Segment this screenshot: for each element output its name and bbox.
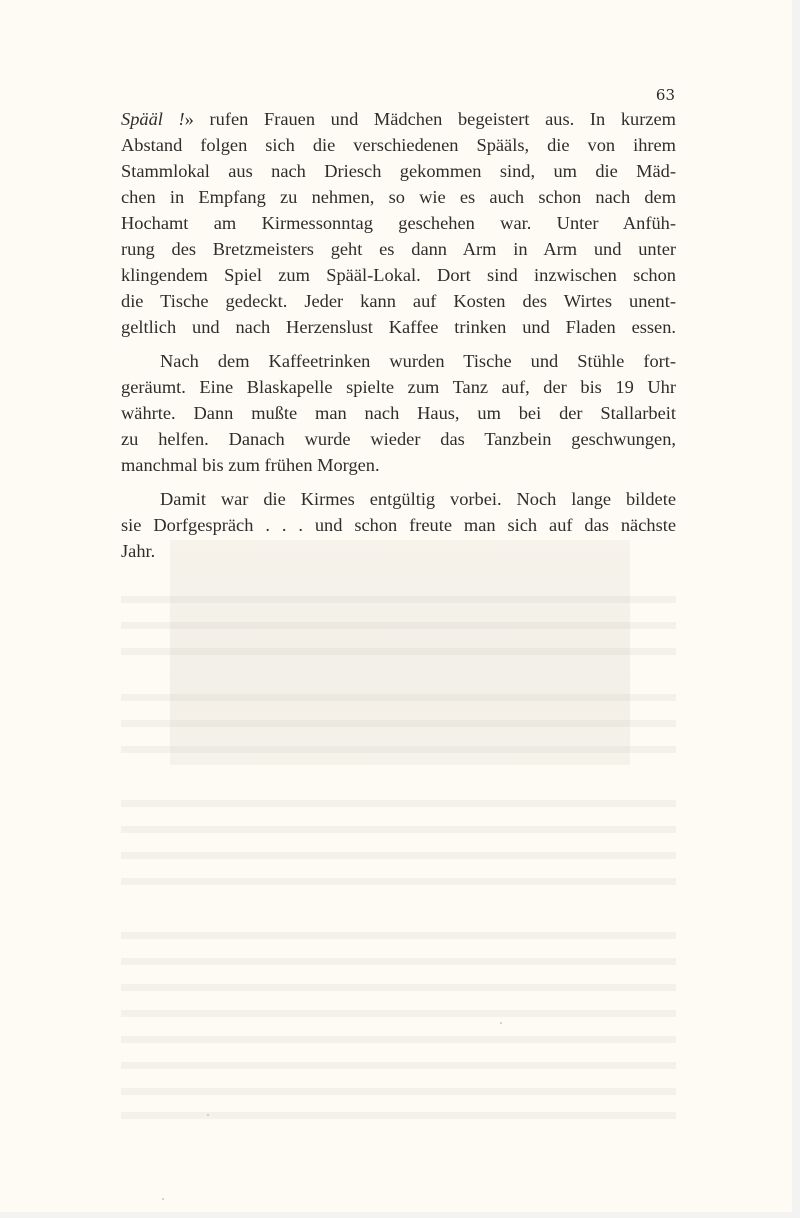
- showthrough-line: [121, 720, 676, 737]
- showthrough-line: [121, 1036, 676, 1053]
- text-line: manchmal bis zum frühen Morgen.: [121, 455, 380, 475]
- showthrough-line: [121, 958, 676, 975]
- body-text: [121, 106, 676, 564]
- showthrough-line: [121, 622, 676, 639]
- paper-speck: [207, 1114, 209, 1116]
- showthrough-line: [121, 1088, 676, 1105]
- text-line: Damit war die Kirmes entgültig vorbei. Noch lange bildete: [160, 489, 676, 509]
- text-line: geräumt. Eine Blaskapelle spielte zum Tanz auf, der bis 19 Uhr: [121, 377, 676, 397]
- paper-speck: [162, 1198, 164, 1200]
- paper-speck: [500, 1022, 502, 1024]
- text-line: währte. Dann mußte man nach Haus, um bei der Stallarbeit: [121, 403, 676, 423]
- showthrough-line: [121, 984, 676, 1001]
- text-line: Abstand folgen sich die verschiedenen Spääls, die von ihrem: [121, 135, 676, 155]
- showthrough-line: [121, 648, 676, 665]
- showthrough-line: [121, 852, 676, 869]
- showthrough-line: [121, 932, 676, 949]
- showthrough-line: [121, 1062, 676, 1079]
- text-line: rung des Bretzmeisters geht es dann Arm in Arm und unter: [121, 239, 676, 259]
- paragraph-2: [121, 348, 676, 478]
- showthrough-line: [121, 1112, 676, 1129]
- text-line: chen in Empfang zu nehmen, so wie es auch schon nach dem: [121, 187, 676, 207]
- text-line: zu helfen. Danach wurde wieder das Tanzbein geschwungen,: [121, 429, 676, 449]
- text-line: geltlich und nach Herzenslust Kaffee trinken und Fladen essen.: [121, 317, 676, 337]
- showthrough-line: [121, 694, 676, 711]
- paragraph-1: [121, 106, 676, 340]
- text-line: klingendem Spiel zum Spääl-Lokal. Dort sind inzwischen schon: [121, 265, 676, 285]
- showthrough-line: [121, 1010, 676, 1027]
- showthrough-line: [121, 878, 676, 895]
- text-line: die Tische gedeckt. Jeder kann auf Kosten des Wirtes unent-: [121, 291, 676, 311]
- showthrough-line: [121, 826, 676, 843]
- text-line: Jahr.: [121, 541, 156, 561]
- italic-word: Spääl !: [121, 109, 185, 129]
- text-line: Spääl !» rufen Frauen und Mädchen begeistert aus. In kurzem: [121, 109, 676, 129]
- paragraph-3: [121, 486, 676, 564]
- showthrough-line: [121, 800, 676, 817]
- text-line: Stammlokal aus nach Driesch gekommen sind, um die Mäd-: [121, 161, 676, 181]
- text-line: Hochamt am Kirmessonntag geschehen war. Unter Anfüh-: [121, 213, 676, 233]
- page-number: 63: [655, 86, 675, 104]
- text-line: sie Dorfgespräch . . . und schon freute man sich auf das nächste: [121, 515, 676, 535]
- showthrough-line: [121, 596, 676, 613]
- text-line: Nach dem Kaffeetrinken wurden Tische und Stühle fort-: [160, 351, 676, 371]
- showthrough-line: [121, 746, 676, 763]
